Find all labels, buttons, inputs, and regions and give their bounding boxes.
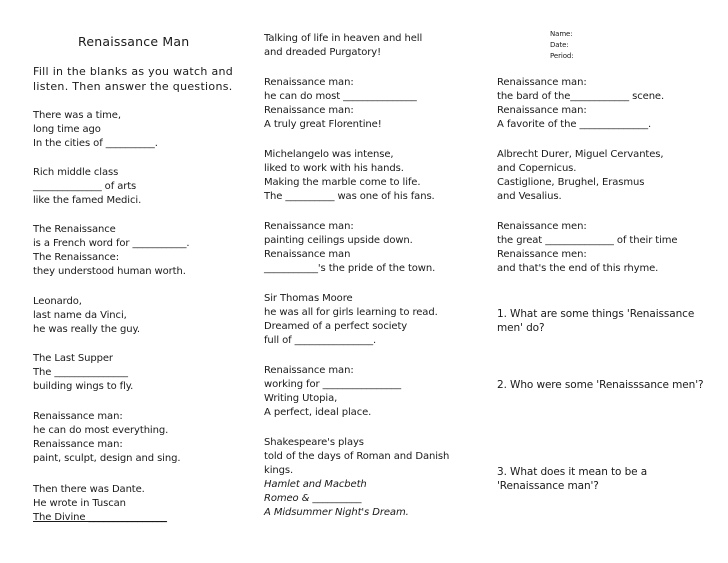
question-3-cont: 'Renaissance man'? (497, 480, 599, 492)
lyric-line: is a French word for ___________. (33, 238, 190, 249)
lyric-line: told of the days of Roman and Danish (264, 451, 450, 462)
lyric-line: Renaissance man: (497, 77, 587, 88)
instructions-line: Fill in the blanks as you watch and (33, 65, 234, 78)
page-title: Renaissance Man (78, 34, 190, 49)
lyric-line: Michelangelo was intense, (264, 149, 394, 160)
lyric-line: and that's the end of this rhyme. (497, 263, 659, 274)
lyric-line: Albrecht Durer, Miguel Cervantes, (497, 149, 664, 160)
lyric-line: A perfect, ideal place. (264, 407, 372, 418)
lyric-line: they understood human worth. (33, 266, 186, 277)
lyric-line: Leonardo, (33, 296, 82, 307)
lyric-line: Castiglione, Brughel, Erasmus (497, 177, 645, 188)
lyric-line: and dreaded Purgatory! (264, 47, 382, 58)
lyric-line: A Midsummer Night's Dream. (264, 507, 409, 518)
lyric-line: Talking of life in heaven and hell (264, 33, 423, 44)
date-field-label: Date: (550, 41, 569, 49)
lyric-line: The __________ was one of his fans. (264, 191, 435, 202)
lyric-line: Renaissance men: (497, 221, 587, 232)
lyric-line: kings. (264, 465, 294, 476)
lyric-line: He wrote in Tuscan (33, 498, 126, 509)
lyric-line: liked to work with his hands. (264, 163, 404, 174)
lyric-line: the great ______________ of their time (497, 235, 678, 246)
lyric-line: Rich middle class (33, 167, 119, 178)
lyric-line: he can do most everything. (33, 425, 169, 436)
lyric-line: Renaissance man (264, 249, 351, 260)
question-1-cont: men' do? (497, 322, 545, 334)
lyric-line: Renaissance man: (264, 221, 354, 232)
lyric-line: The Divine ________________ (33, 512, 167, 523)
lyric-line: last name da Vinci, (33, 310, 127, 321)
lyric-line: Romeo & __________ (264, 493, 362, 504)
lyric-line: ______________ of arts (33, 181, 137, 192)
question-3: 3. What does it mean to be a (497, 466, 648, 478)
lyric-line: The _______________ (33, 367, 128, 378)
lyric-line: Renaissance man: (264, 105, 354, 116)
lyric-line: A favorite of the ______________. (497, 119, 652, 130)
lyric-line: Making the marble come to life. (264, 177, 421, 188)
lyric-line: like the famed Medici. (33, 195, 142, 206)
lyric-line: In the cities of __________. (33, 138, 158, 149)
lyric-line: ___________'s the pride of the town. (264, 263, 436, 274)
lyric-line: paint, sculpt, design and sing. (33, 453, 181, 464)
question-2: 2. Who were some 'Renaisssance men'? (497, 379, 704, 391)
lyric-line: and Copernicus. (497, 163, 577, 174)
lyric-line: Renaissance man: (33, 439, 123, 450)
lyric-line: Renaissance man: (264, 77, 354, 88)
lyric-line: The Last Supper (33, 353, 113, 364)
lyric-line: Sir Thomas Moore (264, 293, 353, 304)
lyric-line: Renaissance man: (497, 105, 587, 116)
lyric-line: the bard of the____________ scene. (497, 91, 665, 102)
lyric-line: and Vesalius. (497, 191, 562, 202)
lyric-line: Shakespeare's plays (264, 437, 364, 448)
lyric-line: building wings to fly. (33, 381, 134, 392)
lyric-line: Hamlet and Macbeth (264, 479, 367, 490)
lyric-line: Renaissance man: (264, 365, 354, 376)
lyric-line: working for ________________ (264, 379, 401, 390)
lyric-line: painting ceilings upside down. (264, 235, 413, 246)
name-field-label: Name: (550, 30, 573, 38)
lyric-line: A truly great Florentine! (264, 119, 382, 130)
lyric-line: Then there was Dante. (33, 484, 145, 495)
lyric-line: full of ________________. (264, 335, 377, 346)
lyric-line: he can do most _______________ (264, 91, 417, 102)
lyric-line: long time ago (33, 124, 101, 135)
lyric-line: Renaissance men: (497, 249, 587, 260)
lyric-line: he was all for girls learning to read. (264, 307, 438, 318)
lyric-line: There was a time, (33, 110, 121, 121)
lyric-line: Renaissance man: (33, 411, 123, 422)
lyric-line: Dreamed of a perfect society (264, 321, 408, 332)
lyric-line: Writing Utopia, (264, 393, 338, 404)
lyric-line: The Renaissance: (33, 252, 119, 263)
lyric-line: The Renaissance (33, 224, 116, 235)
instructions-line: listen. Then answer the questions. (33, 80, 233, 93)
question-1: 1. What are some things 'Renaissance (497, 308, 695, 320)
lyric-line: he was really the guy. (33, 324, 140, 335)
period-field-label: Period: (550, 52, 574, 60)
